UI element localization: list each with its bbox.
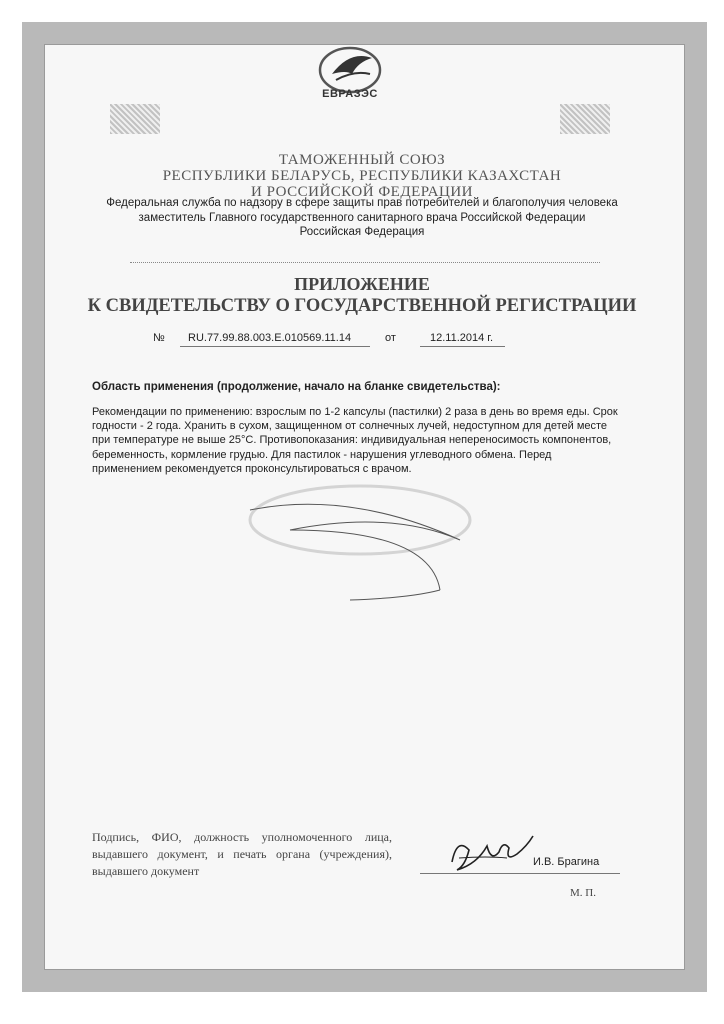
agency-line-1: Федеральная служба по надзору в сфере защиты прав потребителей и благополучия человека [106,197,618,209]
header-line-2: РЕСПУБЛИКИ БЕЛАРУСЬ, РЕСПУБЛИКИ КАЗАХСТАН [162,168,562,184]
header-line-3: И РОССИЙСКОЙ ФЕДЕРАЦИИ [250,184,473,200]
stamp-place: М. П. [570,887,596,899]
reg-number-underline [180,346,370,348]
issuing-agency [60,196,664,240]
logo-text: ЕВРАЗЭС [322,88,378,100]
agency-line-2: заместитель Главного государственного санитарного врача Российской Федерации [138,211,586,224]
title-line-2: К СВИДЕТЕЛЬСТВУ О ГОСУДАРСТВЕННОЙ РЕГИСТРАЦИИ [87,296,637,316]
handwritten-signature [447,832,537,877]
reg-number-label: № [153,332,165,344]
application-text: Рекомендации по применению: взрослым по 1-2 капсулы (пастилки) 2 раза в день во время еды. Срок годности - 2 года. Хранить в сухом, защищенном от солнечных лучей, недоступном для детей месте при температуре не выше 25°С. Противопоказания: индивидуальная непереносимость компонентов, беременность, кормление грудью. Для пастилок - нарушения углеводного обмена. Перед применением рекомендуется проконсультироваться с врачом. [92,406,618,475]
signer-name: И.В. Брагина [533,856,600,868]
signature-label: Подпись, ФИО, должность уполномоченного лица, выдавшего документ, и печать органа (учреждения), выдавшего документ [92,830,392,878]
reg-date-label: от [385,332,396,344]
eurasec-watermark-icon [230,470,490,610]
reg-number: RU.77.99.88.003.E.010569.11.14 [188,332,352,344]
corner-ornament-right [560,104,610,134]
agency-line-3: Российская Федерация [299,226,425,238]
signer-underline [420,873,620,874]
agency-underline [130,262,600,264]
reg-date-underline [420,346,505,348]
title-line-1: ПРИЛОЖЕНИЕ [294,274,430,294]
reg-date: 12.11.2014 г. [430,332,494,344]
corner-ornament-left [110,104,160,134]
section-title: Область применения (продолжение, начало на бланке свидетельства): [92,381,501,393]
header-line-1: ТАМОЖЕННЫЙ СОЮЗ [278,152,446,168]
